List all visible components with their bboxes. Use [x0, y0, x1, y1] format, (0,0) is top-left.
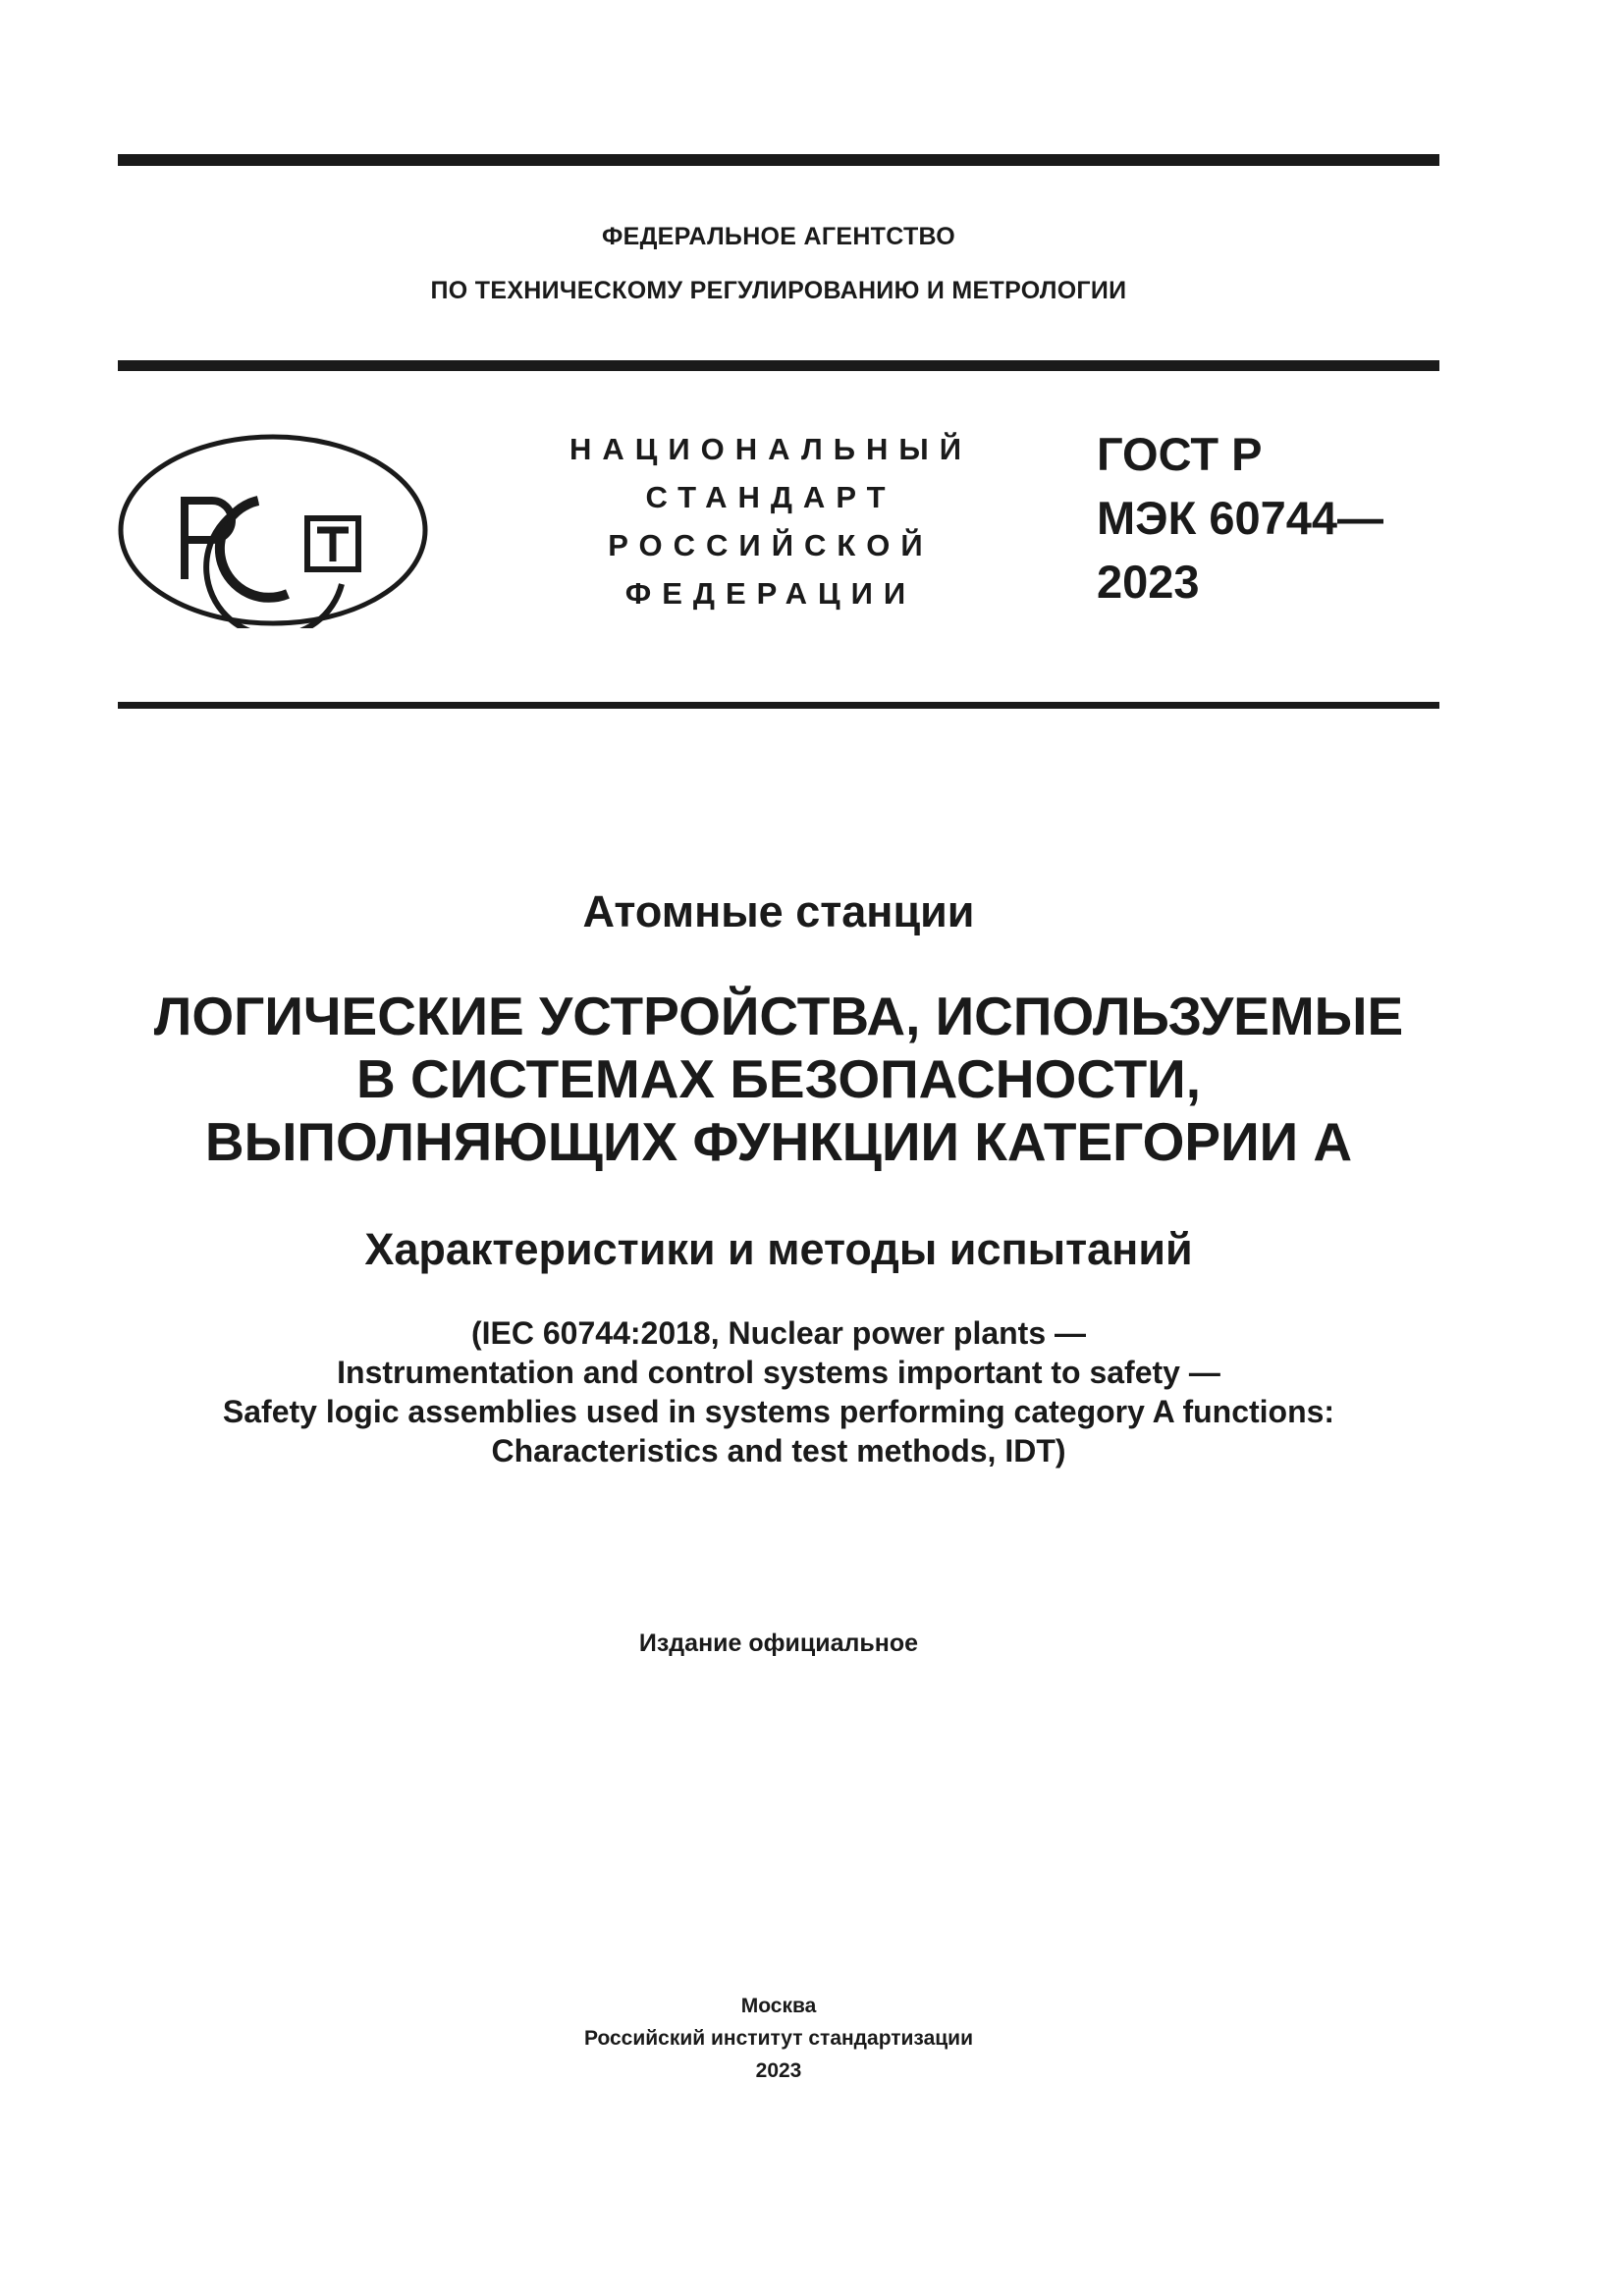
publisher-year: 2023 [755, 2059, 802, 2082]
national-standard-line: НАЦИОНАЛЬНЫЙ [568, 432, 973, 466]
main-title-line: В СИСТЕМАХ БЕЗОПАСНОСТИ, [356, 1048, 1201, 1109]
designation-line: 2023 [1097, 556, 1200, 608]
publisher-institute: Российский институт стандартизации [583, 2027, 974, 2050]
national-standard-line: РОССИЙСКОЙ [608, 528, 934, 562]
characteristics-title: Характеристики и методы испытаний [364, 1224, 1193, 1274]
iec-reference-line: Instrumentation and control systems important to safety — [337, 1355, 1220, 1390]
main-title [0, 985, 1557, 1173]
iec-reference-line: (IEC 60744:2018, Nuclear power plants — [470, 1315, 1087, 1351]
top-rule [118, 154, 1439, 166]
subject-title: Атомные станции [582, 886, 975, 936]
publisher-block [0, 1990, 1557, 2087]
rst-certification-mark-icon [116, 432, 430, 628]
main-title-line: ВЫПОЛНЯЮЩИХ ФУНКЦИИ КАТЕГОРИИ А [204, 1111, 1353, 1172]
standard-designation [1097, 422, 1383, 614]
national-standard-line: ФЕДЕРАЦИИ [624, 576, 917, 611]
publisher-city: Москва [740, 1995, 817, 2017]
agency-line-2: ПО ТЕХНИЧЕСКОМУ РЕГУЛИРОВАНИЮ И МЕТРОЛОГИИ [430, 277, 1127, 304]
iec-reference [0, 1313, 1557, 1470]
main-title-line: ЛОГИЧЕСКИЕ УСТРОЙСТВА, ИСПОЛЬЗУЕМЫЕ [153, 986, 1404, 1046]
agency-line-1: ФЕДЕРАЛЬНОЕ АГЕНТСТВО [601, 223, 956, 250]
national-standard-label [550, 425, 992, 617]
edition-label: Издание официальное [638, 1629, 919, 1657]
iec-reference-line: Characteristics and test methods, IDT) [491, 1433, 1066, 1468]
designation-line: ГОСТ Р [1097, 428, 1263, 480]
national-standard-line: СТАНДАРТ [645, 480, 896, 514]
iec-reference-line: Safety logic assemblies used in systems performing category A functions: [222, 1394, 1335, 1429]
middle-rule [118, 360, 1439, 371]
designation-line: МЭК 60744— [1097, 492, 1384, 544]
bottom-rule [118, 702, 1439, 709]
